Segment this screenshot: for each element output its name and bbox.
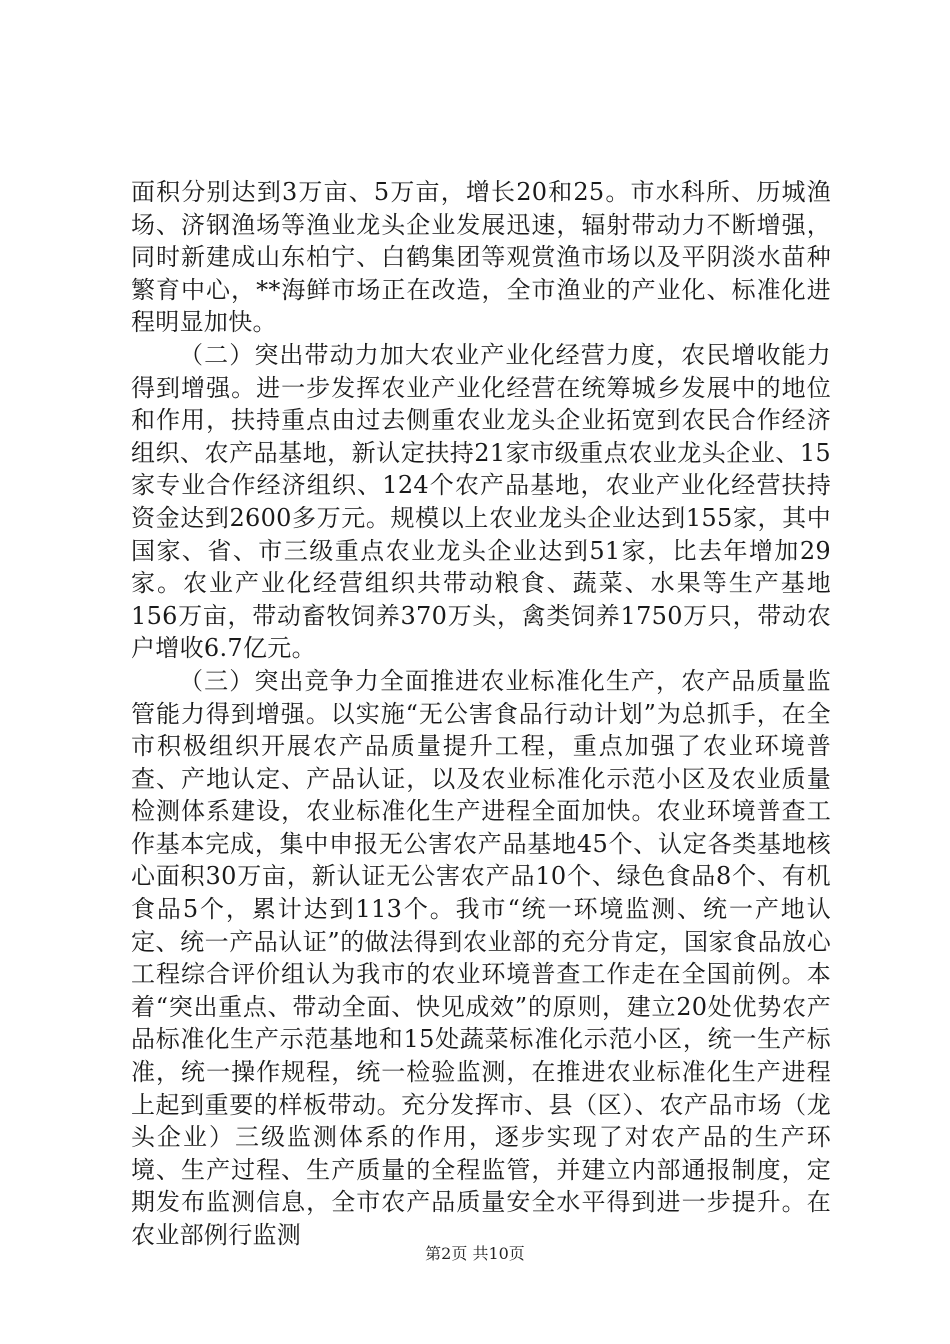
paragraph-section-3: （三）突出竞争力全面推进农业标准化生产，农产品质量监管能力得到增强。以实施“无公害食品行动计划”为总抓手，在全市积极组织开展农产品质量提升工程，重点加强了农业环境普查、产地认定、产品认证，以及农业标准化示范小区及农业质量检测体系建设，农业标准化生产进程全面加快。农业环境普查工作基本完成，集中申报无公害农产品基地45个、认定各类基地核心面积30万亩，新认证无公害农产品10个、绿色食品8个、有机食品5个，累计达到113个。我市“统一环境监测、统一产地认定、统一产品认证”的做法得到农业部的充分肯定，国家食品放心工程综合评价组认为我市的农业环境普查工作走在全国前例。本着“突出重点、带动全面、快见成效”的原则，建立20处优势农产品标准化生产示范基地和15处蔬菜标准化示范小区，统一生产标准，统一操作规程，统一检验监测，在推进农业标准化生产进程上起到重要的样板带动。充分发挥市、县（区）、农产品市场（龙头企业）三级监测体系的作用，逐步实现了对农产品的生产环境、生产过程、生产质量的全程监管，并建立内部通报制度，定期发布监测信息，全市农产品质量安全水平得到进一步提升。在农业部例行监测 [131,666,831,1249]
paragraph-continuation: 面积分别达到3万亩、5万亩，增长20和25。市水科所、历城渔场、济钢渔场等渔业龙头企业发展迅速，辐射带动力不断增强，同时新建成山东柏宁、白鹤集团等观赏渔市场以及平阴淡水苗种繁育中心，**海鲜市场正在改造，全市渔业的产业化、标准化进程明显加快。 [131,178,831,337]
document-body [131,176,831,1252]
paragraph-section-2: （二）突出带动力加大农业产业化经营力度，农民增收能力得到增强。进一步发挥农业产业化经营在统筹城乡发展中的地位和作用，扶持重点由过去侧重农业龙头企业拓宽到农民合作经济组织、农产品基地，新认定扶持21家市级重点农业龙头企业、15家专业合作经济组织、124个农产品基地，农业产业化经营扶持资金达到2600多万元。规模以上农业龙头企业达到155家，其中国家、省、市三级重点农业龙头企业达到51家，比去年增加29家。农业产业化经营组织共带动粮食、蔬菜、水果等生产基地156万亩，带动畜牧饲养370万头，禽类饲养1750万只，带动农户增收6.7亿元。 [131,340,831,663]
page-number: 第2页 共10页 [425,1244,525,1263]
page-footer [0,1244,950,1264]
